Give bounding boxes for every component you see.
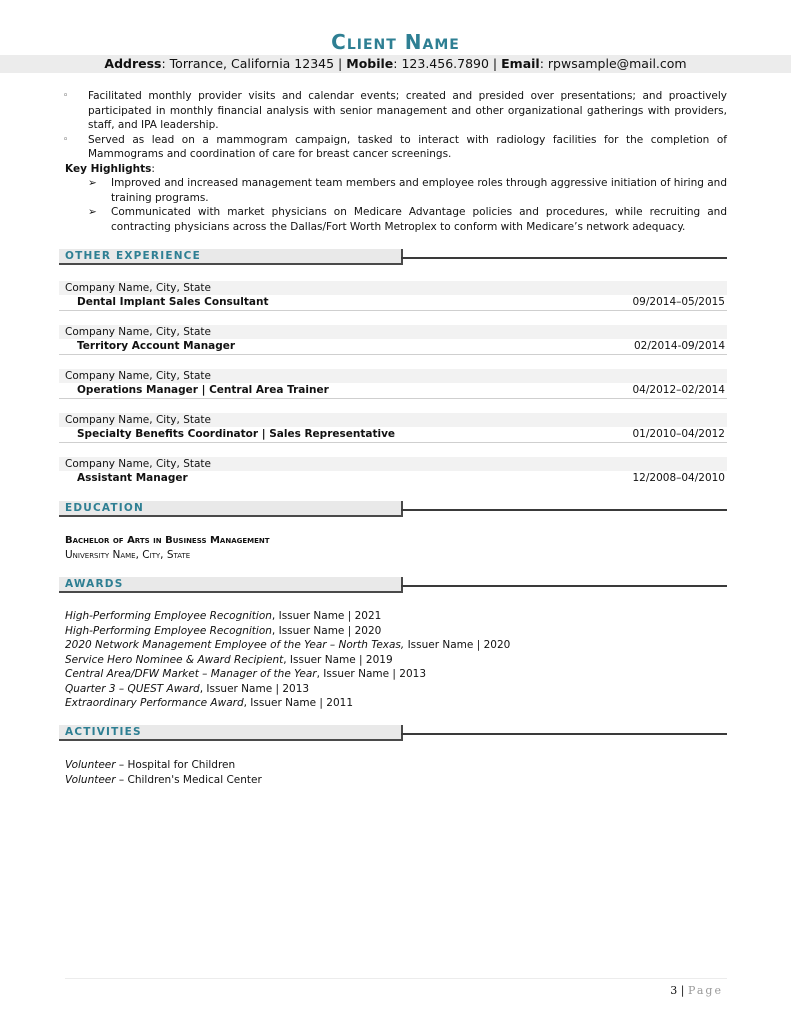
award-name: Extraordinary Performance Award <box>65 697 244 709</box>
company-line: Company Name, City, State <box>59 457 727 471</box>
award-issuer: , Issuer Name | 2021 <box>271 610 382 622</box>
activity-role: Volunteer <box>65 759 116 771</box>
award-item <box>65 653 727 668</box>
award-name: High-Performing Employee Recognition <box>65 610 272 622</box>
company-line: Company Name, City, State <box>59 413 727 427</box>
page-number: 3 <box>670 984 678 997</box>
email-label: Email <box>501 56 540 71</box>
section-header-other-experience <box>59 249 791 265</box>
company-line: Company Name, City, State <box>59 369 727 383</box>
bullet-text: Facilitated monthly provider visits and calendar events; created and presided over presentations; and proactively participated in monthly financial analysis with senior management and other organizational gatherings with providers, staff, and IPA leadership. <box>88 90 727 131</box>
section-title: OTHER EXPERIENCE <box>59 249 403 265</box>
activity-item <box>65 773 727 788</box>
job-title-row <box>59 295 727 311</box>
job-title: Specialty Benefits Coordinator | Sales Representative <box>77 428 396 440</box>
section-title: ACTIVITIES <box>59 725 403 741</box>
award-item <box>65 682 727 697</box>
activity-role: Volunteer <box>65 773 116 786</box>
company-line: Company Name, City, State <box>59 325 727 339</box>
job-entry <box>59 457 727 486</box>
list-item <box>65 205 727 234</box>
section-title: AWARDS <box>59 577 403 593</box>
job-dates: 04/2012–02/2014 <box>632 384 725 396</box>
arrow-bullet-icon: ➢ <box>88 206 97 218</box>
award-issuer: Issuer Name | 2020 <box>404 639 511 651</box>
key-highlights-label: Key Highlights <box>65 162 152 175</box>
contact-bar: Address: Torrance, California 12345 | Mobile: 123.456.7890 | Email: rpwsample@mail.com <box>0 55 791 73</box>
job-title-row <box>59 339 727 355</box>
award-issuer: , Issuer Name | 2011 <box>243 697 354 709</box>
activity-item <box>65 758 727 773</box>
address-label: Address <box>104 56 162 71</box>
job-title: Territory Account Manager <box>77 340 236 352</box>
award-item <box>65 638 727 653</box>
job-dates: 02/2014-09/2014 <box>633 340 725 352</box>
page-footer <box>670 984 723 997</box>
award-name: High-Performing Employee Recognition <box>65 624 272 637</box>
job-title: Operations Manager | Central Area Trainer <box>77 384 329 396</box>
section-rule <box>401 509 727 511</box>
company-line: Company Name, City, State <box>59 281 727 295</box>
school: University Name, City, State <box>65 549 191 561</box>
job-title: Assistant Manager <box>77 472 188 484</box>
section-rule <box>401 733 727 735</box>
degree: Bachelor of Arts in Business Management <box>65 535 270 546</box>
activity-org: – Hospital for Children <box>115 759 236 771</box>
job-entry <box>59 413 727 443</box>
award-item <box>65 667 727 682</box>
section-rule <box>401 585 727 587</box>
job-entry <box>59 281 727 311</box>
arrow-bullet-icon: ➢ <box>88 177 97 189</box>
award-issuer: , Issuer Name | 2013 <box>316 668 427 680</box>
mobile-value: 123.456.7890 <box>401 56 489 71</box>
job-dates: 09/2014–05/2015 <box>632 296 725 308</box>
hollow-bullet-icon: ◦ <box>63 134 69 145</box>
highlight-text: Communicated with market physicians on Medicare Advantage policies and procedures, while recruiting and contracting physicians across the Dallas/Fort Worth Metroplex to conform with Medicare’s network adequacy. <box>111 206 727 233</box>
award-item <box>65 609 727 624</box>
award-name: Service Hero Nominee & Award Recipient <box>65 653 284 666</box>
key-highlights-heading: Key Highlights: <box>65 162 155 175</box>
job-dates: 12/2008–04/2010 <box>632 472 725 484</box>
award-name: Quarter 3 – QUEST Award <box>65 682 200 695</box>
job-entry <box>59 325 727 355</box>
job-entry <box>59 369 727 399</box>
footer-divider <box>65 978 727 979</box>
job-title-row <box>59 383 727 399</box>
list-item <box>65 89 727 133</box>
awards-list <box>65 609 727 711</box>
page-word: Page <box>687 984 723 997</box>
section-header-awards <box>59 577 791 593</box>
job-title-row <box>59 471 727 486</box>
activity-org: – Children's Medical Center <box>115 773 262 786</box>
section-rule <box>401 257 727 259</box>
job-title: Dental Implant Sales Consultant <box>77 296 269 308</box>
hollow-bullet-icon: ◦ <box>63 91 69 101</box>
section-header-activities <box>59 725 791 741</box>
list-item <box>65 133 727 162</box>
page-separator: | <box>680 984 685 997</box>
continued-experience <box>65 89 727 234</box>
award-issuer: , Issuer Name | 2013 <box>199 682 310 695</box>
award-name: Central Area/DFW Market – Manager of the Year <box>65 668 317 680</box>
list-item <box>65 176 727 205</box>
client-name: Client Name <box>331 30 460 54</box>
section-title: EDUCATION <box>59 501 403 517</box>
address-value: Torrance, California 12345 <box>169 56 335 71</box>
email-value: rpwsample@mail.com <box>547 56 687 71</box>
activities-list <box>65 758 727 787</box>
bullet-text: Served as lead on a mammogram campaign, tasked to interact with radiology facilities for the completion of Mammograms and coordination of care for breast cancer screenings. <box>88 133 727 160</box>
mobile-label: Mobile <box>346 56 394 71</box>
award-item <box>65 624 727 639</box>
job-dates: 01/2010–04/2012 <box>632 428 725 440</box>
education-entry <box>65 534 727 562</box>
section-header-education <box>59 501 791 517</box>
job-title-row <box>59 427 727 443</box>
highlight-text: Improved and increased management team members and employee roles through aggressive initiation of hiring and training programs. <box>111 177 727 204</box>
award-name: 2020 Network Management Employee of the Year – North Texas, <box>65 639 405 651</box>
award-item <box>65 696 727 711</box>
award-issuer: , Issuer Name | 2020 <box>271 624 382 637</box>
award-issuer: , Issuer Name | 2019 <box>283 653 393 666</box>
